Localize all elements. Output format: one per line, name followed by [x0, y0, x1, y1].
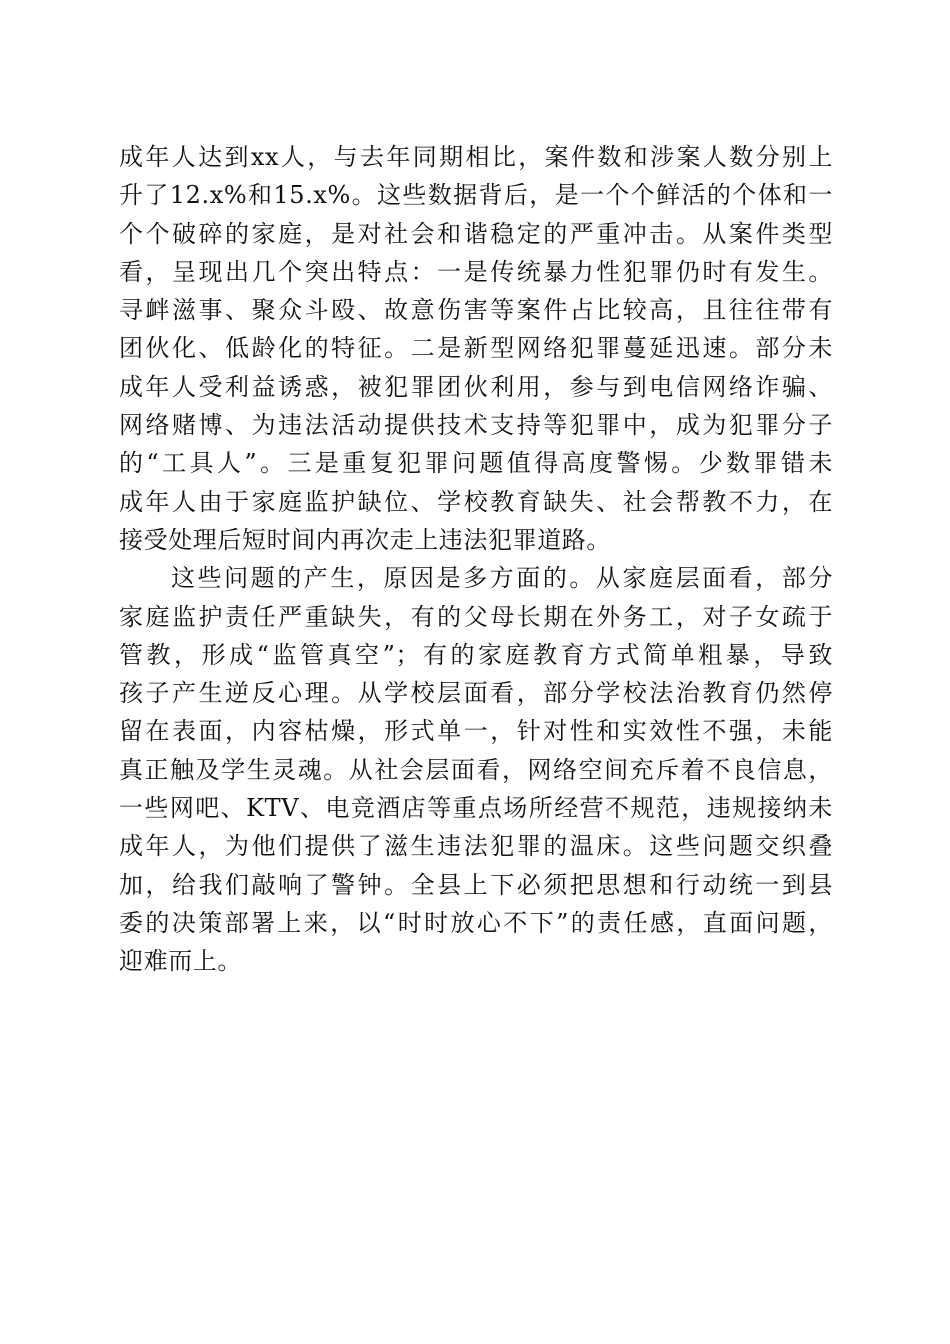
paragraph-2-line-11: 迎难而上。: [119, 947, 242, 976]
paragraph-2-line-7: 一些网吧、KTV、电竞酒店等重点场所经营不规范，违规接纳未: [119, 794, 833, 823]
paragraph-1-line-2: 升了12.x%和15.x%。这些数据背后，是一个个鲜活的个体和一: [119, 181, 833, 210]
paragraph-2-line-4: 孩子产生逆反心理。从学校层面看，部分学校法治教育仍然停: [119, 679, 833, 708]
paragraph-1-line-1: 成年人达到xx人，与去年同期相比，案件数和涉案人数分别上: [119, 143, 833, 171]
paragraph-2-line-9: 加，给我们敲响了警钟。全县上下必须把思想和行动统一到县: [119, 870, 833, 899]
paragraph-1-line-6: 团伙化、低龄化的特征。二是新型网络犯罪蔓延迅速。部分未: [119, 334, 833, 363]
paragraph-1-line-4: 看，呈现出几个突出特点：一是传统暴力性犯罪仍时有发生。: [119, 257, 833, 286]
paragraph-2-line-8: 成年人，为他们提供了滋生违法犯罪的温床。这些问题交织叠: [119, 832, 833, 861]
document-body: [119, 138, 833, 981]
paragraph-2-line-10: 委的决策部署上来，以“时时放心不下”的责任感，直面问题，: [119, 908, 833, 937]
paragraph-1-line-9: 的“工具人”。三是重复犯罪问题值得高度警惕。少数罪错未: [119, 449, 833, 478]
paragraph-2-line-6: 真正触及学生灵魂。从社会层面看，网络空间充斥着不良信息，: [119, 755, 833, 784]
paragraph-1-line-5: 寻衅滋事、聚众斗殴、故意伤害等案件占比较高，且往往带有: [119, 296, 833, 325]
paragraph-1-line-11: 接受处理后短时间内再次走上违法犯罪道路。: [119, 525, 611, 554]
paragraph-2-line-2: 家庭监护责任严重缺失，有的父母长期在外务工，对子女疏于: [119, 602, 833, 631]
paragraph-1-line-10: 成年人由于家庭监护缺位、学校教育缺失、社会帮教不力，在: [119, 487, 833, 516]
paragraph-2-line-3: 管教，形成“监管真空”；有的家庭教育方式简单粗暴，导致: [119, 640, 833, 669]
paragraph-1-line-8: 网络赌博、为违法活动提供技术支持等犯罪中，成为犯罪分子: [119, 411, 833, 440]
paragraph-2-line-5: 留在表面，内容枯燥，形式单一，针对性和实效性不强，未能: [119, 717, 833, 746]
paragraph-1-line-7: 成年人受利益诱惑，被犯罪团伙利用，参与到电信网络诈骗、: [119, 372, 833, 401]
paragraph-1-line-3: 个个破碎的家庭，是对社会和谐稳定的严重冲击。从案件类型: [119, 219, 833, 248]
paragraph-2-line-1: 这些问题的产生，原因是多方面的。从家庭层面看，部分: [171, 564, 833, 593]
